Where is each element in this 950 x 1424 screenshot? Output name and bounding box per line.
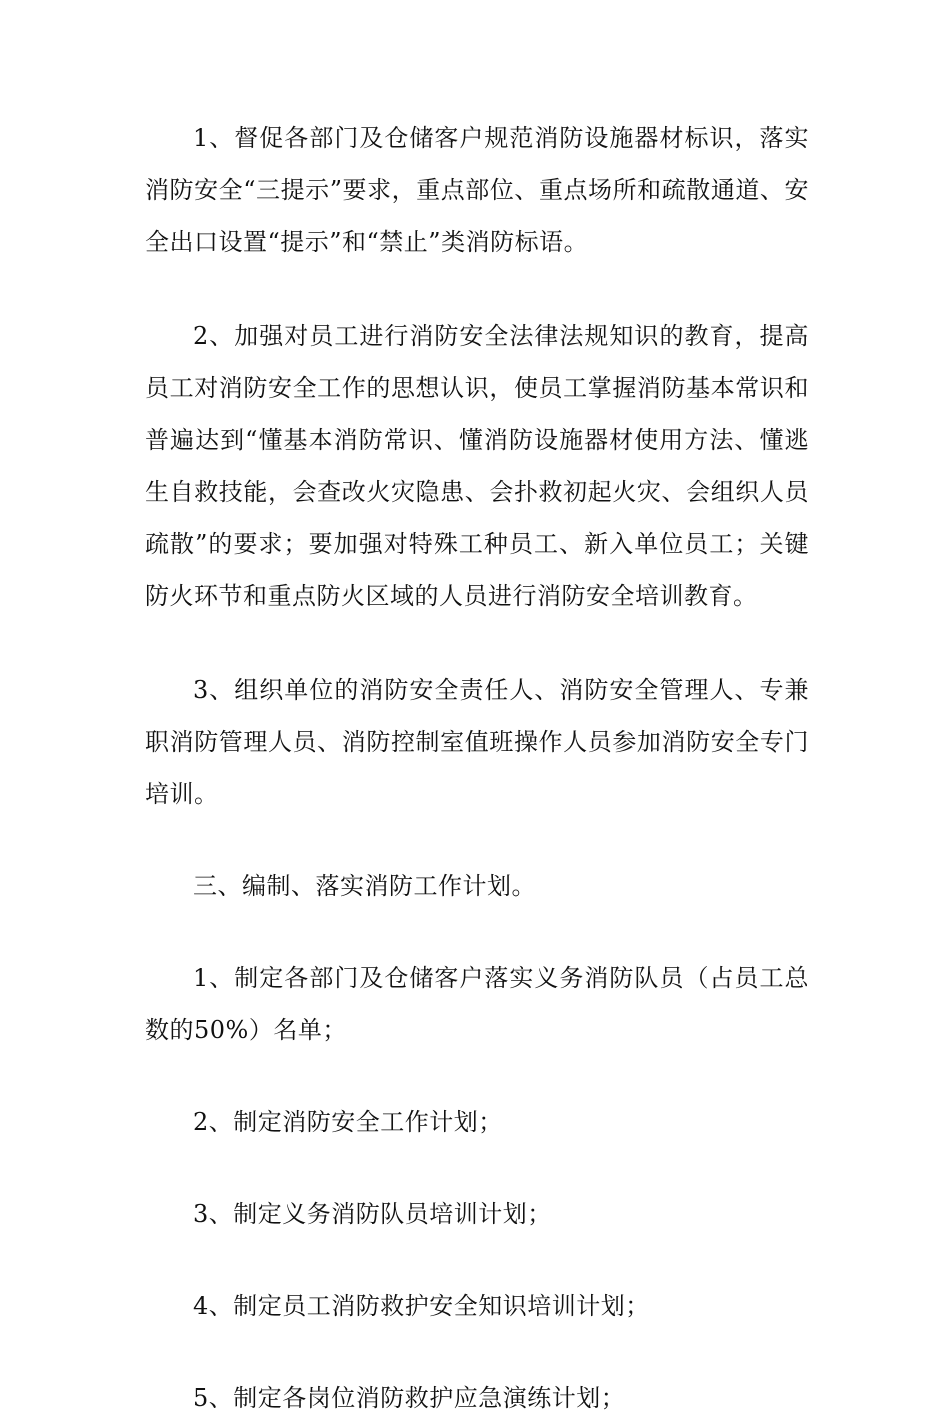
list-item-volunteer-roster: 1、制定各部门及仓储客户落实义务消防队员（占员工总数的50%）名单；	[145, 964, 809, 1044]
list-item-staff-training-plan: 4、制定员工消防救护安全知识培训计划；	[193, 1292, 650, 1320]
list-item-safety-plan: 2、制定消防安全工作计划；	[193, 1108, 503, 1136]
section-heading-work-plan: 三、编制、落实消防工作计划。	[193, 872, 536, 900]
paragraph-signage: 1、督促各部门及仓储客户规范消防设施器材标识，落实消防安全“三提示”要求，重点部位、重点场所和疏散通道、安全出口设置“提示”和“禁止”类消防标语。	[145, 124, 809, 256]
list-item-volunteer-training-plan: 3、制定义务消防队员培训计划；	[193, 1200, 552, 1228]
list-item-drill-plan: 5、制定各岗位消防救护应急演练计划；	[193, 1384, 626, 1412]
paragraph-special-training: 3、组织单位的消防安全责任人、消防安全管理人、专兼职消防管理人员、消防控制室值班操作人员参加消防安全专门培训。	[145, 676, 809, 808]
paragraph-training-education: 2、加强对员工进行消防安全法律法规知识的教育，提高员工对消防安全工作的思想认识，使员工掌握消防基本常识和普遍达到“懂基本消防常识、懂消防设施器材使用方法、懂逃生自救技能，会查改火灾隐患、会扑救初起火灾、会组织人员疏散”的要求；要加强对特殊工种员工、新入单位员工；关键防火环节和重点防火区域的人员进行消防安全培训教育。	[145, 322, 809, 610]
document-body	[145, 112, 809, 1424]
